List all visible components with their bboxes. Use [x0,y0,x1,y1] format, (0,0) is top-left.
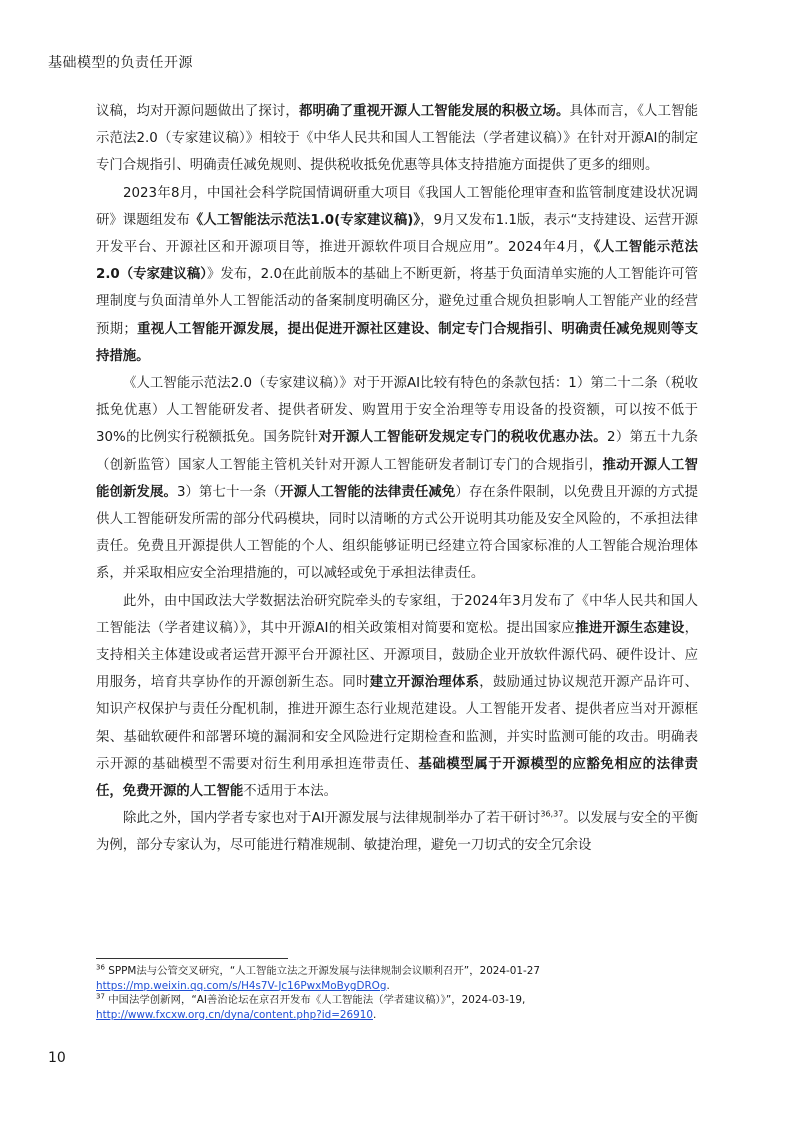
bold-text-run: 对开源人工智能研发规定专门的税收优惠办法。 [318,430,608,446]
bold-text-run: 都明确了重视开源人工智能发展的积极立场。 [298,104,570,119]
body-text [96,98,698,860]
footnote-divider [96,958,288,959]
running-header: 基础模型的负责任开源 [48,55,193,71]
footnotes [96,964,698,1022]
footnote-link[interactable]: https://mp.weixin.qq.com/s/H4s7V-Jc16PwxMoBygDROg [96,979,387,992]
text-run: 此外，由中国政法大学数据法治研究院牵头的专家组，于2024年3月发布了《中华人民共和国人工智能法（学者建议稿）》，其中开源AI的相关政策相对简要和宽松。提出国家应 [96,593,698,636]
footnote-link-suffix: . [372,1008,377,1021]
body-paragraph [96,370,698,588]
body-paragraph [96,805,698,859]
bold-text-run: 《人工智能法示范法1.0(专家建议稿)》 [189,212,421,228]
body-paragraph [96,180,698,370]
bold-text-run: 《人工智能示范法2.0（专家建议稿） [96,240,698,283]
bold-text-run: 基础模型属于开源模型的应豁免相应的法律责任，免费开源的人工智能 [96,756,699,800]
text-run: 除此之外，国内学者专家也对于AI开源发展与法律规制举办了若干研讨 [123,811,541,827]
footnote-reference: 36,37 [540,809,564,819]
footnote [96,964,698,993]
footnote-number: 37 [96,992,105,1001]
body-paragraph [96,588,698,806]
text-run: ，支持相关主体建设或者运营开源平台开源社区、开源项目，鼓励企业开放软件源代码、硬件设计、应用服务，培育共享协作的开源创新生态。同时 [96,620,698,691]
bold-text-run: 开源人工智能的法律责任减免 [279,484,456,500]
text-run: 》发布，2.0在此前版本的基础上不断更新，将基于负面清单实施的人工智能许可管理制度与负面清单外人工智能活动的备案制度明确区分，避免过重合规负担影响人工智能产业的经营预期； [96,267,698,337]
bold-text-run: 推进开源生态建设 [575,620,685,636]
footnote-number: 36 [96,963,105,972]
body-paragraph [96,98,698,180]
footnote [96,993,698,1022]
footnote-link[interactable]: http://www.fxcxw.org.cn/dyna/content.php?id=26910 [96,1008,373,1021]
text-run: 2023年8月，中国社会科学院国情调研重大项目《我国人工智能伦理审查和监管制度建设状况调研》课题组发布 [96,185,698,228]
page-number: 10 [48,1050,66,1066]
bold-text-run: 重视人工智能开源发展，提出促进开源社区建设、制定专门合规指引、明确责任减免规则等支持措施。 [96,321,699,364]
text-run: 。以发展与安全的平衡为例，部分专家认为，尽可能进行精准规制、敏捷治理，避免一刀切式的安全冗余设 [96,811,699,854]
text-run: 不适用于本法。 [243,784,338,800]
text-run: 3）第七十一条（ [176,484,280,500]
text-run: ，9月又发布1.1版，表示“支持建设、运营开源开发平台、开源社区和开源项目等，推进开源软件项目合规应用”。2024年4月， [96,212,699,256]
bold-text-run: 推动开源人工智能创新发展。 [96,457,699,500]
footnote-link-suffix: . [386,979,390,992]
text-run: ，鼓励通过协议规范开源产品许可、知识产权保护与责任分配机制，推进开源生态行业规范建设。人工智能开发者、提供者应当对开源框架、基础软硬件和部署环境的漏洞和安全风险进行定期检查和监测，并实时监测可能的攻击。明确表示开源的基础模型不需要对衍生利用承担连带责任、 [96,675,699,772]
text-run: 具体而言，《人工智能示范法2.0（专家建议稿）》相较于《中华人民共和国人工智能法（学者建议稿）》在针对开源AI的制定专门合规指引、明确责任减免规则、提供税收抵免优惠等具体支持措施方面提供了更多的细则。 [96,104,699,174]
text-run: ）存在条件限制，以免费且开源的方式提供人工智能研发所需的部分代码模块，同时以清晰的方式公开说明其功能及安全风险的，不承担法律责任。免费且开源提供人工智能的个人、组织能够证明已经建立符合国家标准的人工智能合规治理体系，并采取相应安全治理措施的，可以减轻或免于承担法律责任。 [96,484,699,582]
text-run: 《人工智能示范法2.0（专家建议稿）》对于开源AI比较有特色的条款包括：1）第二十二条（税收抵免优惠）人工智能研发者、提供者研发、购置用于安全治理等专用设备的投资额，可以按不低于30%的比例实行税额抵免。国务院针 [96,376,698,446]
bold-text-run: 建立开源治理体系 [369,675,480,691]
footnote-text: 中国法学创新网，“AI善治论坛在京召开发布《人工智能法（学者建议稿）》”，2024-03-19, [104,994,526,1006]
text-run: 2）第五十九条（创新监管）国家人工智能主管机关针对开源人工智能研发者制订专门的合规指引， [96,430,698,473]
text-run: 议稿，均对开源问题做出了探讨， [96,104,299,119]
footnote-text: SPPM法与公管交叉研究，“人工智能立法之开源发展与法律规制会议顺利召开”，2024-01-27 [104,965,540,977]
